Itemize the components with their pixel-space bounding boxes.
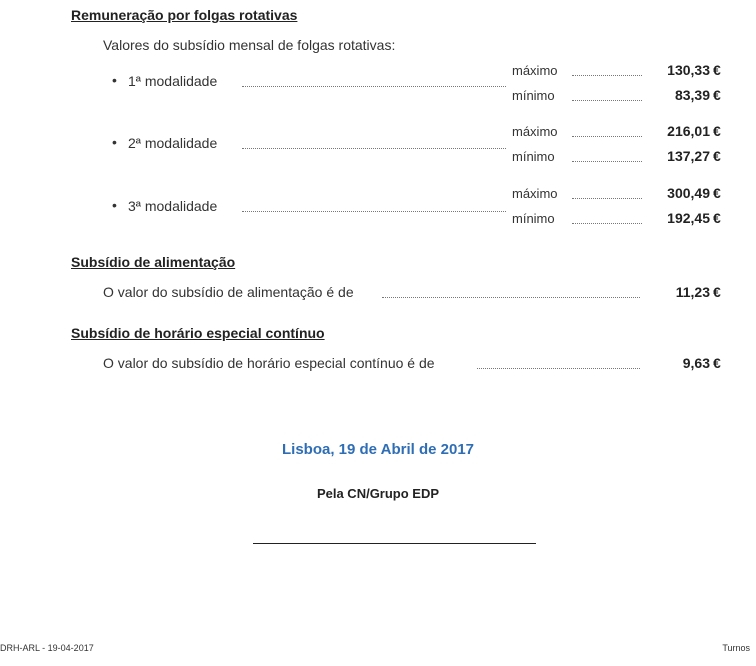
folgas-intro: Valores do subsídio mensal de folgas rotativas: xyxy=(103,37,396,53)
dotted-leader xyxy=(572,198,642,199)
dotted-leader xyxy=(242,148,506,149)
section-heading-alimentacao: Subsídio de alimentação xyxy=(71,254,236,270)
bullet-icon: • xyxy=(112,72,117,88)
dotted-leader xyxy=(242,211,506,212)
horario-value: 9,63 xyxy=(682,355,710,371)
signature-line xyxy=(253,543,536,544)
modalidade-label: 3ª modalidade xyxy=(128,198,218,214)
dotted-leader xyxy=(572,136,642,137)
dotted-leader xyxy=(477,368,640,369)
dotted-leader xyxy=(382,297,640,298)
bullet-icon: • xyxy=(112,197,117,213)
alimentacao-value: 11,23 xyxy=(675,284,710,300)
minimo-value: 83,39 xyxy=(674,87,710,103)
horario-text: O valor do subsídio de horário especial contínuo é de xyxy=(103,355,435,371)
maximo-value: 216,01 xyxy=(667,123,710,139)
alimentacao-text: O valor do subsídio de alimentação é de xyxy=(103,284,354,300)
dotted-leader xyxy=(572,161,642,162)
maximo-value: 130,33 xyxy=(667,62,710,78)
minimo-label: mínimo xyxy=(512,88,555,103)
euro-symbol: € xyxy=(713,210,721,226)
dotted-leader xyxy=(242,86,506,87)
bullet-icon: • xyxy=(112,134,117,150)
minimo-label: mínimo xyxy=(512,149,555,164)
modalidade-label: 1ª modalidade xyxy=(128,73,218,89)
euro-symbol: € xyxy=(713,62,721,78)
euro-symbol: € xyxy=(713,284,721,300)
signatory: Pela CN/Grupo EDP xyxy=(316,486,440,501)
maximo-label: máximo xyxy=(512,124,558,139)
euro-symbol: € xyxy=(713,355,721,371)
minimo-label: mínimo xyxy=(512,211,555,226)
euro-symbol: € xyxy=(713,185,721,201)
footer-right: Turnos xyxy=(722,643,750,653)
section-heading-folgas: Remuneração por folgas rotativas xyxy=(71,7,298,23)
city-date: Lisboa, 19 de Abril de 2017 xyxy=(281,441,475,458)
maximo-value: 300,49 xyxy=(667,185,710,201)
maximo-label: máximo xyxy=(512,186,558,201)
euro-symbol: € xyxy=(713,148,721,164)
euro-symbol: € xyxy=(713,87,721,103)
maximo-label: máximo xyxy=(512,63,558,78)
modalidade-label: 2ª modalidade xyxy=(128,135,218,151)
dotted-leader xyxy=(572,223,642,224)
euro-symbol: € xyxy=(713,123,721,139)
dotted-leader xyxy=(572,100,642,101)
minimo-value: 192,45 xyxy=(667,210,710,226)
footer-left: DRH-ARL - 19-04-2017 xyxy=(0,643,94,653)
dotted-leader xyxy=(572,75,642,76)
minimo-value: 137,27 xyxy=(667,148,710,164)
section-heading-horario: Subsídio de horário especial contínuo xyxy=(71,325,325,341)
